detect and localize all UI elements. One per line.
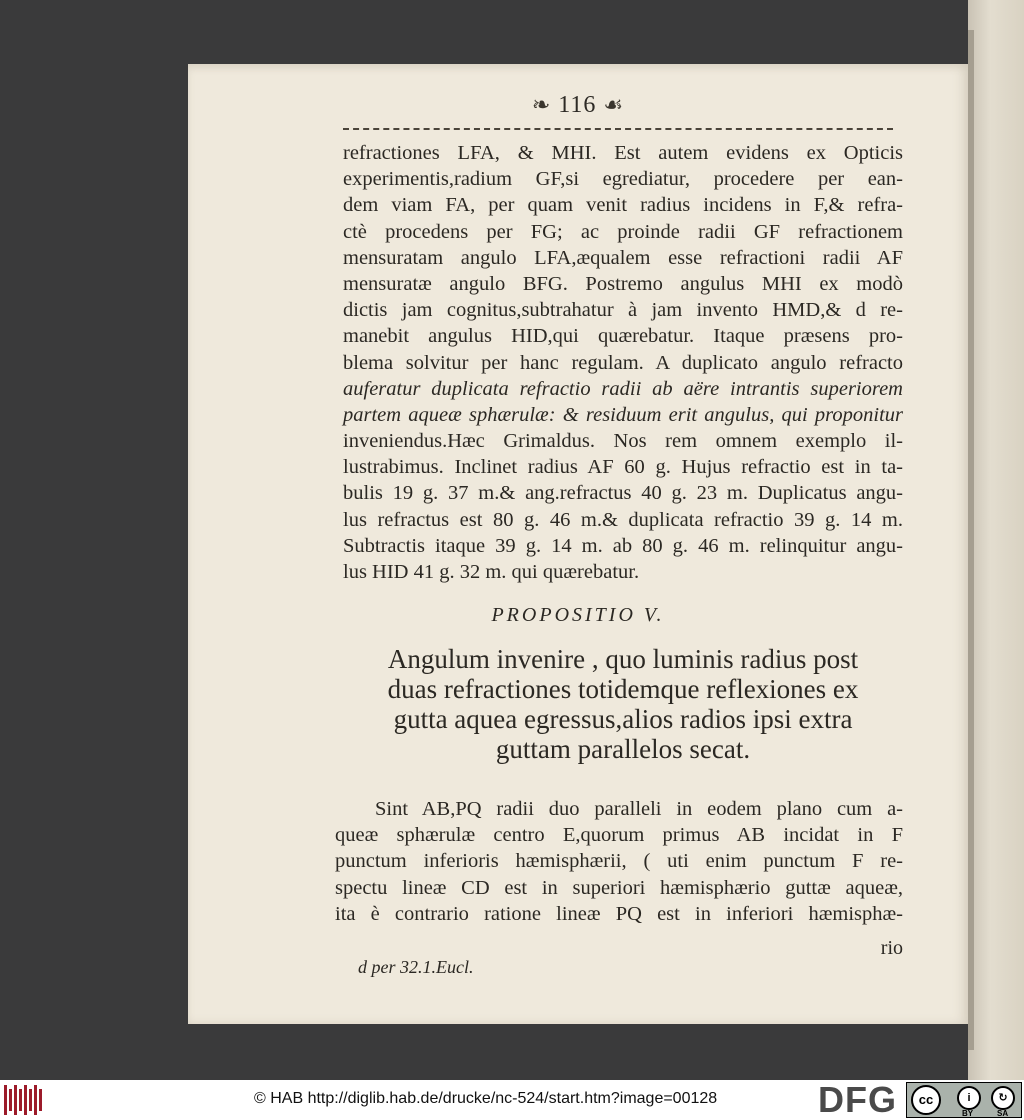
dfg-logo: DFG: [818, 1079, 897, 1120]
text-line: experimentis,radium GF,si egrediatur, procedere per ean-: [343, 168, 903, 191]
text-line: Sint AB,PQ radii duo paralleli in eodem plano cum a-: [375, 798, 903, 820]
cc-icon: cc: [911, 1085, 941, 1115]
title-line: Angulum invenire , quo luminis radius post: [387, 644, 859, 674]
cc-license-badge[interactable]: [906, 1082, 1022, 1118]
text-line: refractiones LFA, & MHI. Est autem evidens ex Opticis: [343, 142, 903, 164]
text-line: lustrabimus. Inclinet radius AF 60 g. Hujus refractio est in ta-: [343, 456, 903, 479]
proposition-heading: PROPOSITIO V.: [491, 604, 665, 626]
proposition-body: [335, 796, 903, 927]
page-number: 116: [558, 92, 597, 118]
text-line: Subtractis itaque 39 g. 14 m. ab 80 g. 46 m. relinquitur angu-: [343, 534, 903, 557]
share-alike-icon: ↻: [991, 1086, 1015, 1110]
text-line: mensuratam angulo LFA,æqualem esse refractioni radii AF: [343, 246, 903, 269]
by-label: BY: [962, 1109, 974, 1118]
text-line: lus HID 41 g. 32 m. qui quærebatur.: [343, 561, 640, 583]
text-line: ita è contrario ratione lineæ PQ est in inferiori hæmisphæ-: [335, 902, 903, 925]
book-page: [188, 64, 968, 1024]
page-edge-shadow: [968, 30, 974, 1050]
ornament-left-icon: ❧: [531, 92, 552, 117]
text-line: auferatur duplicata refractio radii ab aëre intrantis superiorem: [343, 377, 903, 400]
text-line: blema solvitur per hanc regulam. A duplicato angulo refracto: [343, 351, 903, 374]
text-line: dictis jam cognitus,subtrahatur à jam invento HMD,& d re-: [343, 299, 903, 322]
proposition-title: [338, 644, 908, 764]
text-line: mensuratæ angulo BFG. Postremo angulus MHI ex modò: [343, 272, 903, 295]
text-line: inveniendus.Hæc Grimaldus. Nos rem omnem exemplo il-: [343, 430, 903, 453]
text-line: manebit angulus HID,qui quærebatur. Itaque præsens pro-: [343, 325, 903, 348]
copyright-link[interactable]: © HAB http://diglib.hab.de/drucke/nc-524/start.htm?image=00128: [254, 1090, 718, 1107]
text-line: queæ sphærulæ centro E,quorum primus AB incidat in F: [335, 824, 903, 847]
title-line: gutta aquea egressus,alios radios ipsi extra: [393, 704, 853, 734]
text-line: spectu lineæ CD est in superiori hæmisphærio guttæ aqueæ,: [335, 876, 903, 899]
catchword: rio: [880, 937, 903, 959]
text-line: dem viam FA, per quam venit radius incidens in F,& refra-: [343, 194, 903, 217]
sa-label: SA: [997, 1109, 1009, 1118]
text-line: bulis 19 g. 37 m.& ang.refractus 40 g. 23 m. Duplicatus angu-: [343, 482, 903, 505]
title-line: duas refractiones totidemque reflexiones ex: [387, 674, 859, 704]
adjacent-page-edge: [968, 0, 1024, 1080]
footer-bar: [0, 1080, 1024, 1120]
text-line: lus refractus est 80 g. 46 m.& duplicata refractio 39 g. 14 m.: [343, 508, 903, 531]
hab-barcode-logo-icon: [4, 1085, 44, 1115]
header-rule: [343, 128, 893, 130]
title-line: guttam parallelos secat.: [495, 734, 751, 764]
footnote: d per 32.1.Eucl.: [358, 957, 474, 977]
text-line: punctum inferioris hæmisphærii, ( uti enim punctum F re-: [335, 850, 903, 873]
main-text: [343, 140, 903, 585]
attribution-icon: i: [957, 1086, 981, 1110]
text-line: partem aqueæ sphærulæ: & residuum erit angulus, qui proponitur: [343, 403, 903, 426]
text-line: ctè procedens per FG; ac proinde radii GF refractionem: [343, 220, 903, 243]
page-header: [188, 92, 968, 119]
ornament-right-icon: ☙: [603, 92, 625, 117]
